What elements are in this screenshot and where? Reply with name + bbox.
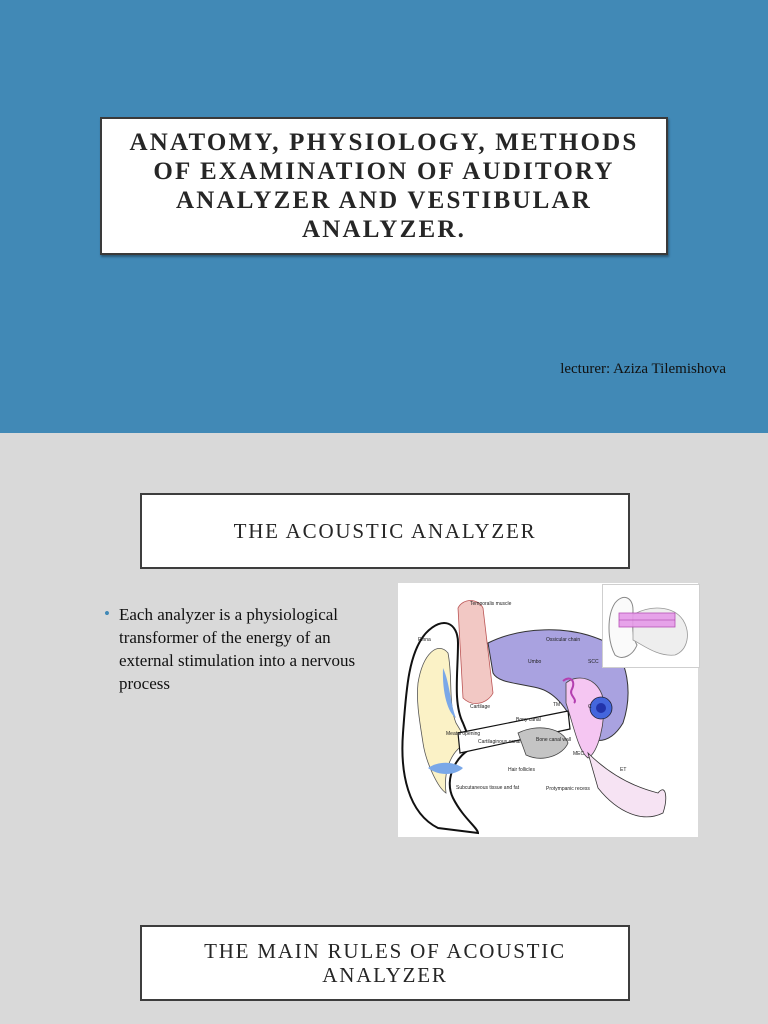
cochlea-core (596, 703, 606, 713)
fig-label-pinna: Pinna (418, 637, 431, 643)
fig-label-subcutaneous: Subcutaneous tissue and fat (456, 785, 520, 791)
fig-label-bone-canal-wall: Bone canal wall (536, 737, 572, 743)
fig-label-temporalis: Temporalis muscle (470, 601, 512, 607)
fig-label-c: C (588, 704, 592, 710)
title-slide (0, 0, 768, 433)
bone-canal-wall (518, 728, 568, 758)
eustachian-tube (588, 753, 666, 817)
ear-inset-figure (602, 584, 700, 668)
fig-label-protympanic: Protympanic recess (546, 786, 590, 792)
next-heading-box (140, 925, 630, 1001)
lecturer-name: lecturer: Aziza Tilemishova (560, 361, 726, 377)
fig-label-hair: Hair follicles (508, 767, 535, 773)
bullet-dot-icon: • (104, 604, 110, 623)
temporalis-muscle (458, 601, 493, 704)
section-heading: THE ACOUSTIC ANALYZER (233, 519, 537, 543)
fig-label-bony: Bony canal (516, 717, 541, 723)
slide-title: ANATOMY, PHYSIOLOGY, METHODS OF EXAMINATION OF AUDITORY ANALYZER AND VESTIBULAR ANALYZER. (129, 129, 639, 243)
fig-label-scc: SCC (588, 659, 599, 665)
fig-label-cartilaginous: Cartilaginous canal (478, 739, 521, 745)
fig-label-meatal: Meatal opening (446, 731, 481, 737)
bullet-text: Each analyzer is a physiological transformer of the energy of an external stimulation into a nervous process (119, 605, 356, 693)
title-box (100, 117, 668, 255)
fig-label-umbo: Umbo (528, 659, 542, 665)
fig-label-et: ET (620, 767, 627, 773)
fig-label-ossicular: Ossicular chain (546, 637, 581, 643)
fig-label-tm: TM (553, 702, 561, 708)
section-heading-box (140, 493, 630, 569)
ear-inset-diagram (603, 585, 699, 667)
next-heading: THE MAIN RULES OF ACOUSTIC ANALYZER (204, 939, 566, 987)
content-slide (0, 433, 768, 1024)
bullet-item (104, 603, 379, 695)
fig-label-mec: MEC (573, 751, 585, 757)
fig-label-cartilage: Cartilage (470, 704, 491, 710)
